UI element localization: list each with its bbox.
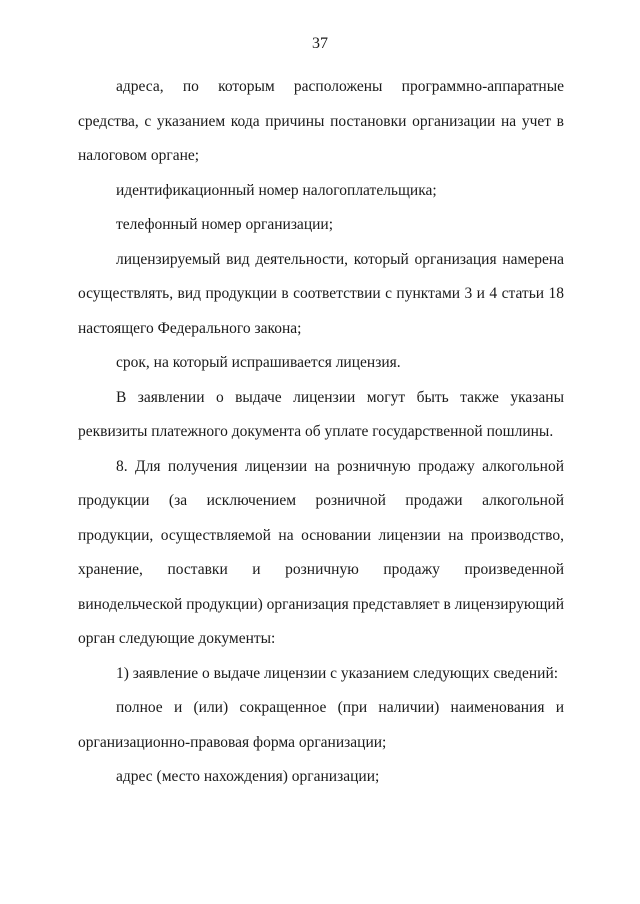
paragraph-item-8: 8. Для получения лицензии на розничную продажу алкогольной продукции (за исключением розничной продажи алкогольной продукции, осуществляемой на основании лицензии на производство, хранение, поставки и розничную продажу произведенной винодельческой продукции) организация представляет в лицензирующий орган следующие документы: bbox=[78, 457, 564, 647]
page-number: 37 bbox=[312, 35, 328, 52]
paragraph-payment-details: В заявлении о выдаче лицензии могут быть также указаны реквизиты платежного документа об уплате государственной пошлины. bbox=[78, 388, 564, 440]
paragraph-license-term: срок, на который испрашивается лицензия. bbox=[116, 354, 401, 371]
paragraph-organization-name: полное и (или) сокращенное (при наличии) наименования и организационно-правовая форма организации; bbox=[78, 699, 564, 751]
paragraph-licensed-activity: лицензируемый вид деятельности, который организация намерена осуществлять, вид продукции в соответствии с пунктами 3 и 4 статьи 18 настоящего Федерального закона; bbox=[78, 250, 564, 337]
paragraph-taxpayer-id: идентификационный номер налогоплательщика; bbox=[116, 181, 437, 199]
document-body bbox=[78, 70, 564, 795]
paragraph-phone-number: телефонный номер организации; bbox=[116, 216, 334, 233]
paragraph-organization-address: адрес (место нахождения) организации; bbox=[116, 768, 380, 785]
paragraph-subitem-1: 1) заявление о выдаче лицензии с указанием следующих сведений: bbox=[116, 664, 559, 682]
paragraph-addresses-software: адреса, по которым расположены программно-аппаратные средства, с указанием кода причины постановки организации на учет в налоговом органе; bbox=[78, 78, 564, 164]
